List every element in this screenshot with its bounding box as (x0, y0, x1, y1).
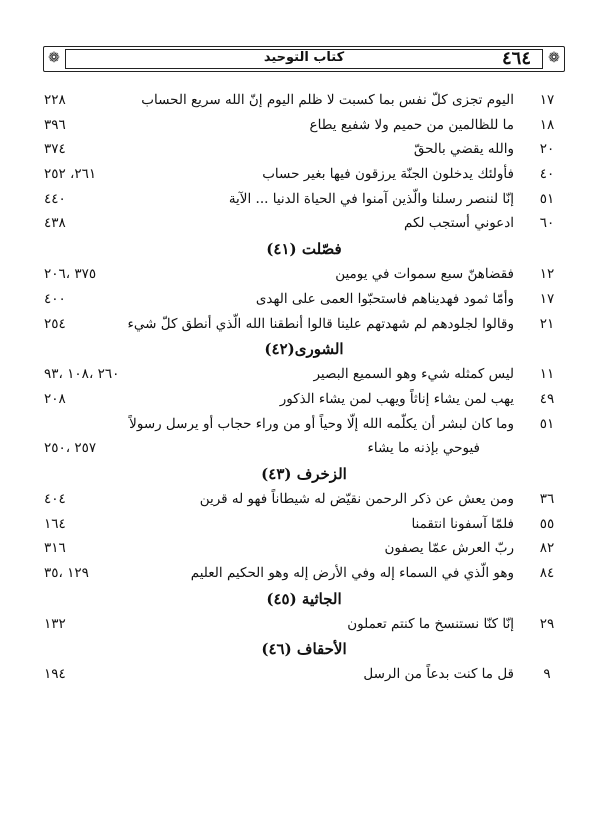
verse-number: ١١ (539, 366, 555, 383)
verse-text: يهب لمن يشاء إناثاً ويهب لمن يشاء الذكور (279, 390, 514, 407)
verse-number: ٢٩ (539, 615, 555, 632)
verse-number: ١٢ (539, 266, 555, 283)
page-reference: ٢٦٠ ،١٠٨ ،٩٣ (44, 366, 120, 383)
verse-text: إنّا كنّا نستنسخ ما كنتم تعملون (347, 615, 514, 632)
verse-index-list (44, 88, 564, 687)
verse-row (44, 312, 564, 337)
verse-text: فقضاهنّ سبع سموات في يومين (335, 266, 514, 283)
verse-number: ٣٦ (539, 490, 555, 507)
page-reference: ٤٤٠ (44, 190, 66, 207)
verse-text: وما كان لبشر أن يكلّمه الله إلّا وحياً أو من وراء حجاب أو يرسل رسولاً (129, 415, 514, 432)
verse-number: ٦٠ (539, 215, 555, 232)
verse-row (44, 662, 564, 687)
page-reference: ٣٧٥ ،٢٠٦ (44, 266, 97, 283)
page-reference: ٤٣٨ (44, 215, 66, 232)
verse-number: ٨٢ (539, 540, 555, 557)
verse-number: ٩ (543, 666, 551, 683)
page-reference: ٤٠٤ (44, 490, 66, 507)
verse-row (44, 88, 564, 113)
page-reference: ١٦٤ (44, 515, 66, 532)
verse-number: ٤٩ (539, 390, 555, 407)
verse-row (44, 162, 564, 187)
verse-text: ما للظالمين من حميم ولا شفيع يطاع (309, 116, 514, 133)
verse-row (44, 287, 564, 312)
page-reference: ١٩٤ (44, 666, 66, 683)
verse-number: ١٧ (539, 290, 555, 307)
verse-row (44, 187, 564, 212)
page-number: ٤٦٤ (501, 48, 531, 69)
surah-heading: فصّلت (٤١) (266, 240, 342, 259)
verse-row (44, 412, 564, 437)
verse-row (44, 113, 564, 138)
verse-row (44, 612, 564, 637)
verse-text: إنّا لننصر رسلنا والّذين آمنوا في الحياة الدنيا ... الآية (228, 190, 514, 207)
surah-heading: الزخرف (٤٣) (261, 464, 347, 483)
verse-text: فأولئك يدخلون الجنّة يرزقون فيها بغير حساب (262, 166, 514, 183)
verse-text: فيوحي بإذنه ما يشاء (367, 440, 480, 457)
verse-row (44, 536, 564, 561)
verse-row (44, 137, 564, 162)
page-reference: ٣٧٤ (44, 141, 66, 158)
verse-number: ٨٤ (539, 565, 555, 581)
verse-number: ٥٥ (539, 515, 555, 532)
verse-text: اليوم تجزى كلّ نفس بما كسبت لا ظلم اليوم إنّ الله سريع الحساب (141, 92, 514, 108)
page-reference: ٢٢٨ (44, 92, 66, 108)
verse-text: وأمّا ثمود فهديناهم فاستحبّوا العمى على الهدى (255, 290, 514, 307)
page-reference: ٢٠٨ (44, 390, 66, 407)
page-reference: ٢٥٧ ،٢٥٠ (44, 440, 97, 457)
verse-text: وهو الّذي في السماء إله وفي الأرض إله وهو الحكيم العليم (190, 565, 514, 581)
verse-text: فلمّا آسفونا انتقمنا (411, 515, 514, 532)
book-title: كتاب التوحيد (263, 50, 345, 65)
verse-number: ٢١ (539, 315, 555, 332)
verse-continuation-row (44, 436, 564, 461)
page-reference: ١٢٩ ،٣٥ (44, 565, 89, 581)
verse-text: ومن يعش عن ذكر الرحمن نقيّض له شيطاناً فهو له قرين (199, 490, 514, 507)
verse-text: والله يقضي بالحقّ (413, 141, 514, 158)
verse-row (44, 211, 564, 236)
verse-number: ١٨ (539, 116, 555, 133)
verse-row (44, 487, 564, 512)
surah-heading: الجاثية (٤٥) (266, 589, 342, 608)
right-ornament-icon: ❁ (548, 50, 560, 66)
page-header (43, 46, 565, 72)
verse-text: ادعوني أستجب لكم (403, 215, 514, 232)
verse-row (44, 387, 564, 412)
verse-number: ٤٠ (539, 166, 555, 183)
verse-row (44, 362, 564, 387)
verse-text: وقالوا لجلودهم لم شهدتهم علينا قالوا أنطقنا الله الّذي أنطق كلّ شيء (127, 315, 514, 332)
page-reference: ٣١٦ (44, 540, 66, 557)
surah-heading: الشورى(٤٢) (264, 340, 344, 359)
verse-number: ٥١ (539, 415, 555, 432)
page-reference: ٢٦١، ٢٥٢ (44, 166, 97, 183)
verse-text: ربّ العرش عمّا يصفون (384, 540, 514, 557)
verse-text: قل ما كنت بدعاً من الرسل (363, 666, 514, 683)
verse-row (44, 262, 564, 287)
surah-heading: الأحقاف (٤٦) (261, 640, 347, 659)
verse-row (44, 512, 564, 537)
page-reference: ١٣٢ (44, 615, 66, 632)
verse-text: ليس كمثله شيء وهو السميع البصير (313, 366, 514, 383)
page-reference: ٣٩٦ (44, 116, 66, 133)
page-reference: ٢٥٤ (44, 315, 66, 332)
verse-number: ١٧ (539, 92, 555, 108)
verse-number: ٥١ (539, 190, 555, 207)
page-reference: ٤٠٠ (44, 290, 66, 307)
left-ornament-icon: ❁ (48, 50, 60, 66)
verse-row (44, 561, 564, 586)
verse-number: ٢٠ (539, 141, 555, 158)
